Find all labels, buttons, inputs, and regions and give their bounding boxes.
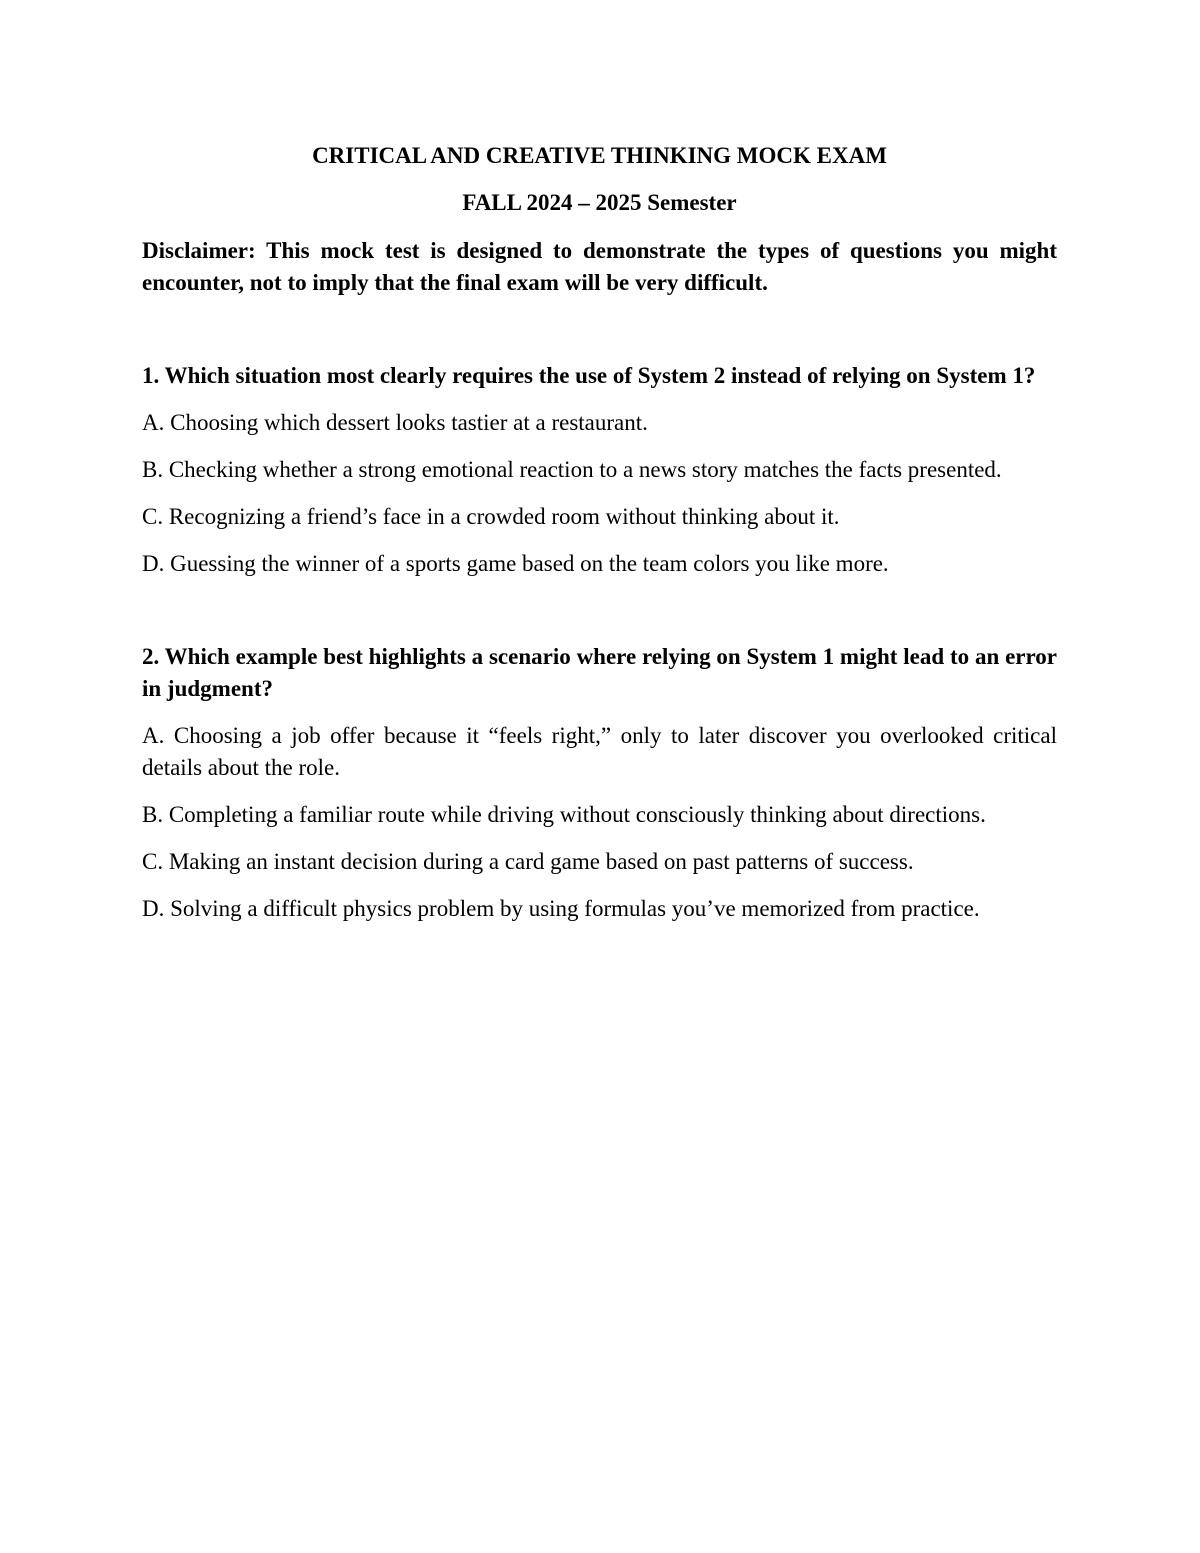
question-2-option-b: B. Completing a familiar route while driving without consciously thinking about directions. <box>142 802 986 827</box>
question-2-option-d: D. Solving a difficult physics problem by using formulas you’ve memorized from practice. <box>142 896 980 921</box>
question-1-option-d: D. Guessing the winner of a sports game based on the team colors you like more. <box>142 551 889 576</box>
page-content <box>142 140 1057 925</box>
question-1: 1. Which situation most clearly requires the use of System 2 instead of relying on System 1? <box>142 363 1036 388</box>
disclaimer-text: Disclaimer: This mock test is designed to demonstrate the types of questions you might encounter, not to imply that the final exam will be very difficult. <box>142 238 1057 295</box>
question-2-option-a: A. Choosing a job offer because it “feels right,” only to later discover you overlooked critical details about the role. <box>142 723 1057 780</box>
question-2-option-c: C. Making an instant decision during a card game based on past patterns of success. <box>142 849 914 874</box>
question-1-option-c: C. Recognizing a friend’s face in a crowded room without thinking about it. <box>142 504 840 529</box>
question-2: 2. Which example best highlights a scenario where relying on System 1 might lead to an error in judgment? <box>142 644 1057 701</box>
question-1-option-b: B. Checking whether a strong emotional reaction to a news story matches the facts presented. <box>142 457 1002 482</box>
question-1-option-a: A. Choosing which dessert looks tastier at a restaurant. <box>142 410 648 435</box>
semester-label: FALL 2024 – 2025 Semester <box>462 190 737 215</box>
exam-title: CRITICAL AND CREATIVE THINKING MOCK EXAM <box>312 143 887 168</box>
